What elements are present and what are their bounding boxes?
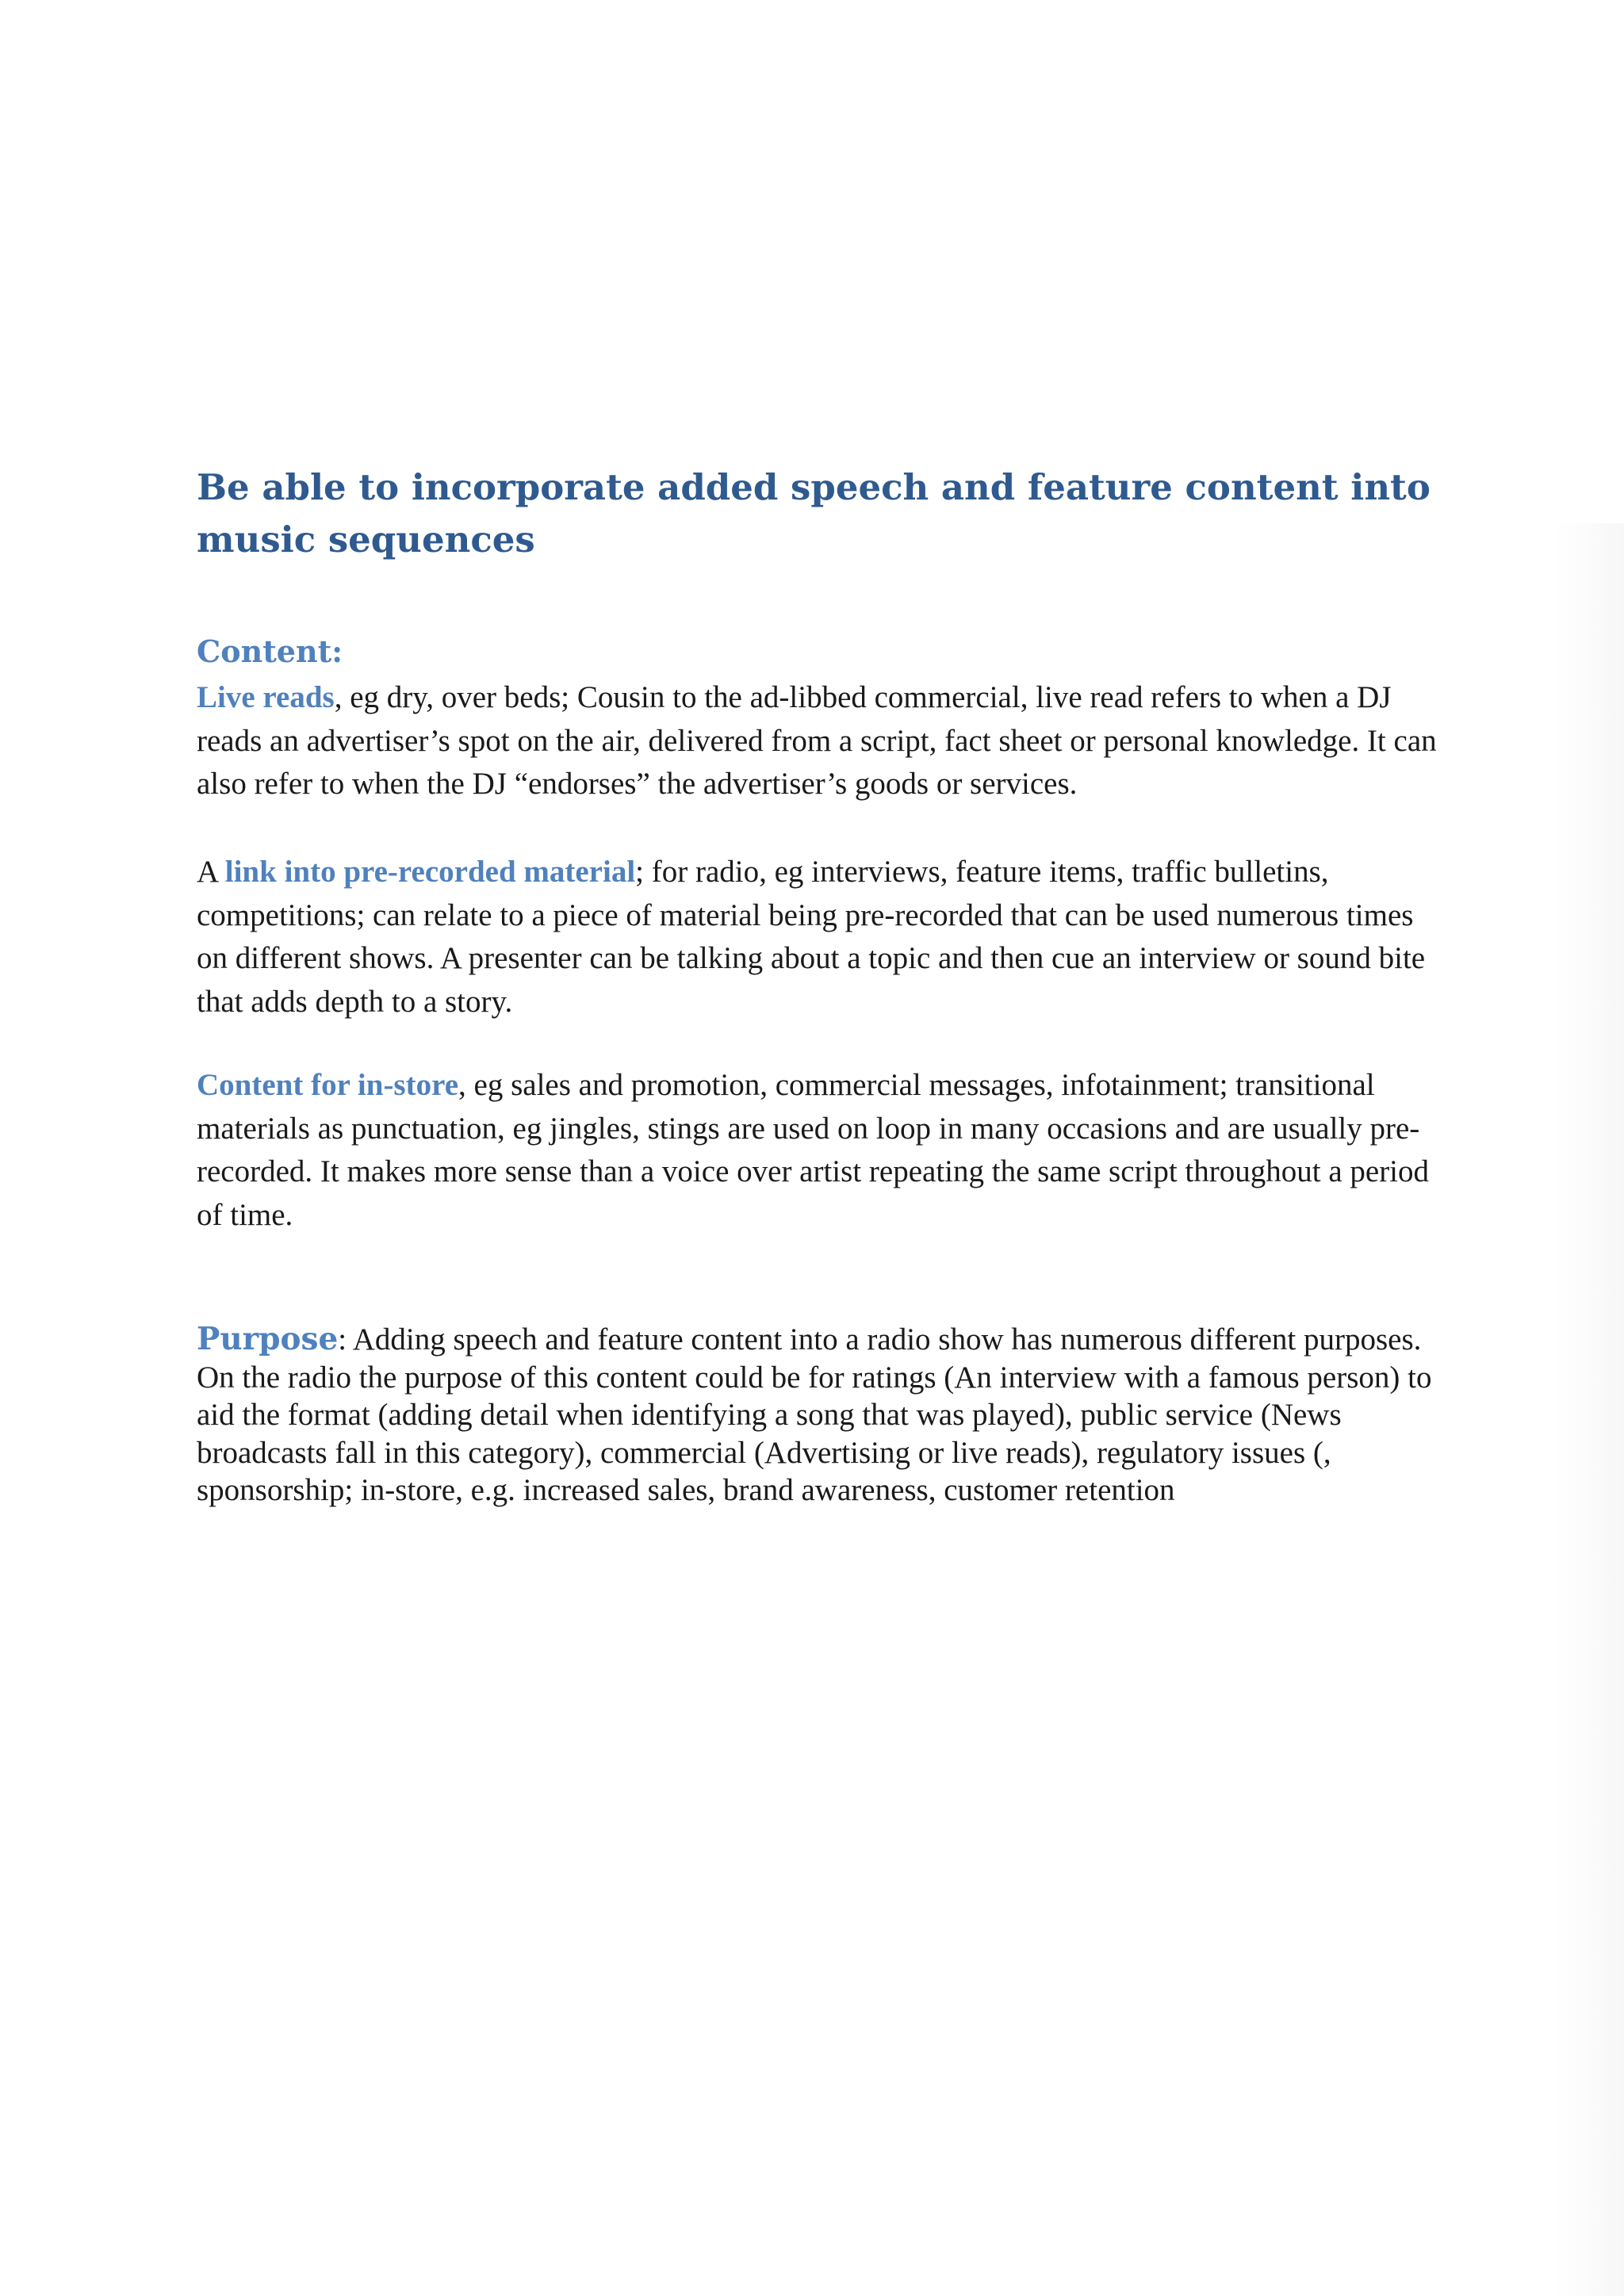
live-reads-text: , eg dry, over beds; Cousin to the ad-libbed commercial, live read refers to when a DJ reads an advertiser’s spot on the air, delivered from a script, fact sheet or personal knowledge. It can also refer to when the DJ “endorses” the advertiser’s goods or services.: [197, 680, 1437, 801]
purpose-term: Purpose: [197, 1321, 339, 1357]
link-prefix: A: [197, 855, 225, 889]
instore-term: Content for in-store: [197, 1068, 459, 1102]
instore-text: , eg sales and promotion, commercial messages, infotainment; transitional materials as punctuation, eg jingles, stings are used on loop in many occasions and are usually pre-recorded. It makes more sense than a voice over artist repeating the same script throughout a period of time.: [197, 1068, 1430, 1232]
page-title: Be able to incorporate added speech and feature content into music sequences: [197, 466, 1431, 561]
live-reads-paragraph: [197, 676, 1450, 806]
live-reads-term: Live reads: [197, 680, 335, 714]
link-term: link into pre-recorded material: [224, 855, 636, 889]
link-paragraph: [197, 851, 1450, 1024]
instore-paragraph: [197, 1064, 1450, 1237]
content-label: Content:: [197, 633, 343, 669]
purpose-text: : Adding speech and feature content into a radio show has numerous different purposes. On the radio the purpose of this content could be for ratings (An interview with a famous person) to aid the format (adding detail when identifying a song that was played), public service (News broadcasts fall in this category), commercial (Advertising or live reads), regulatory issues (, sponsorship; in-store, e.g. increased sales, brand awareness, customer retention: [197, 1322, 1432, 1507]
page-edge-shadow: [1554, 523, 1624, 2296]
link-text: ; for radio, eg interviews, feature items, traffic bulletins, competitions; can relate to a piece of material being pre-recorded that can be used numerous times on different shows. A presenter can be talking about a topic and then cue an interview or sound bite that adds depth to a story.: [197, 855, 1426, 1019]
purpose-paragraph: [197, 1321, 1450, 1510]
